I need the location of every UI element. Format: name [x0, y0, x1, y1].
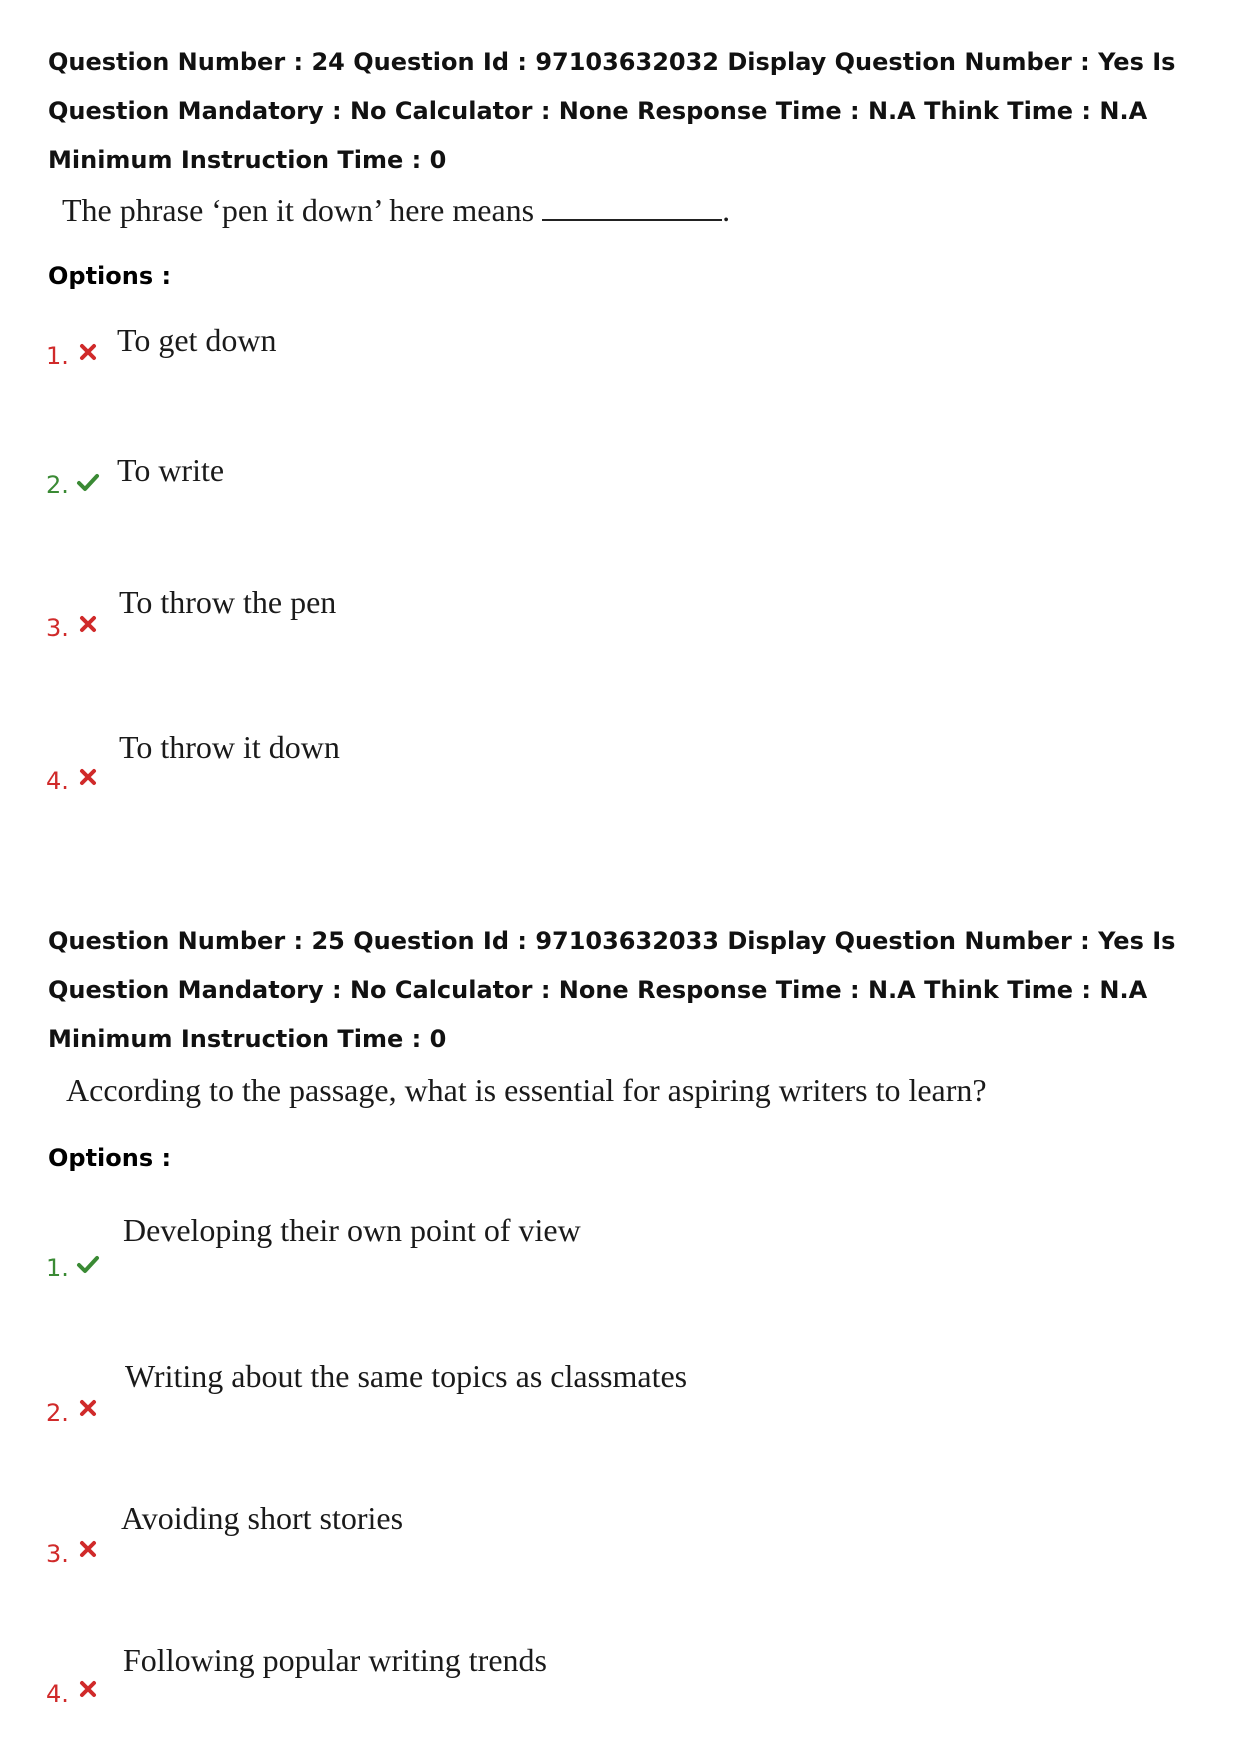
question-text — [62, 192, 730, 229]
question-text-body: The phrase ‘pen it down’ here means — [62, 192, 535, 228]
option-number: 3. — [46, 614, 69, 642]
question-text: According to the passage, what is essential for aspiring writers to learn? — [66, 1072, 987, 1108]
option-number: 1. — [46, 1254, 69, 1282]
option-number: 2. — [46, 471, 69, 499]
option-number: 4. — [46, 767, 69, 795]
option-text: To write — [117, 452, 225, 488]
option-text: Developing their own point of view — [123, 1212, 581, 1248]
cross-icon — [76, 1537, 100, 1561]
question-text-suffix: . — [722, 192, 731, 228]
option-text: To throw the pen — [119, 584, 337, 620]
options-label: Options : — [48, 1144, 172, 1172]
cross-icon — [76, 1396, 100, 1420]
option-number: 4. — [46, 1680, 69, 1708]
option-text: To throw it down — [119, 729, 340, 765]
option-text: Avoiding short stories — [121, 1500, 404, 1536]
option-number: 2. — [46, 1399, 69, 1427]
options-label: Options : — [48, 262, 172, 290]
option-text: Writing about the same topics as classmates — [125, 1358, 688, 1394]
option-text: Following popular writing trends — [123, 1642, 547, 1678]
check-icon — [76, 1252, 100, 1276]
option-number: 3. — [46, 1540, 69, 1568]
check-icon — [76, 470, 100, 494]
option-text: To get down — [117, 322, 277, 358]
cross-icon — [76, 612, 100, 636]
question-meta: Question Number : 25 Question Id : 97103632033 Display Question Number : Yes Is Question Mandatory : No Calculator : None Response Time : N.A Think Time : N.A Minimum Instruction Time : 0 — [48, 927, 1176, 1053]
cross-icon — [76, 340, 100, 364]
question-meta: Question Number : 24 Question Id : 97103632032 Display Question Number : Yes Is Question Mandatory : No Calculator : None Response Time : N.A Think Time : N.A Minimum Instruction Time : 0 — [48, 48, 1176, 174]
answer-blank — [542, 197, 722, 221]
option-number: 1. — [46, 342, 69, 370]
cross-icon — [76, 765, 100, 789]
cross-icon — [76, 1677, 100, 1701]
